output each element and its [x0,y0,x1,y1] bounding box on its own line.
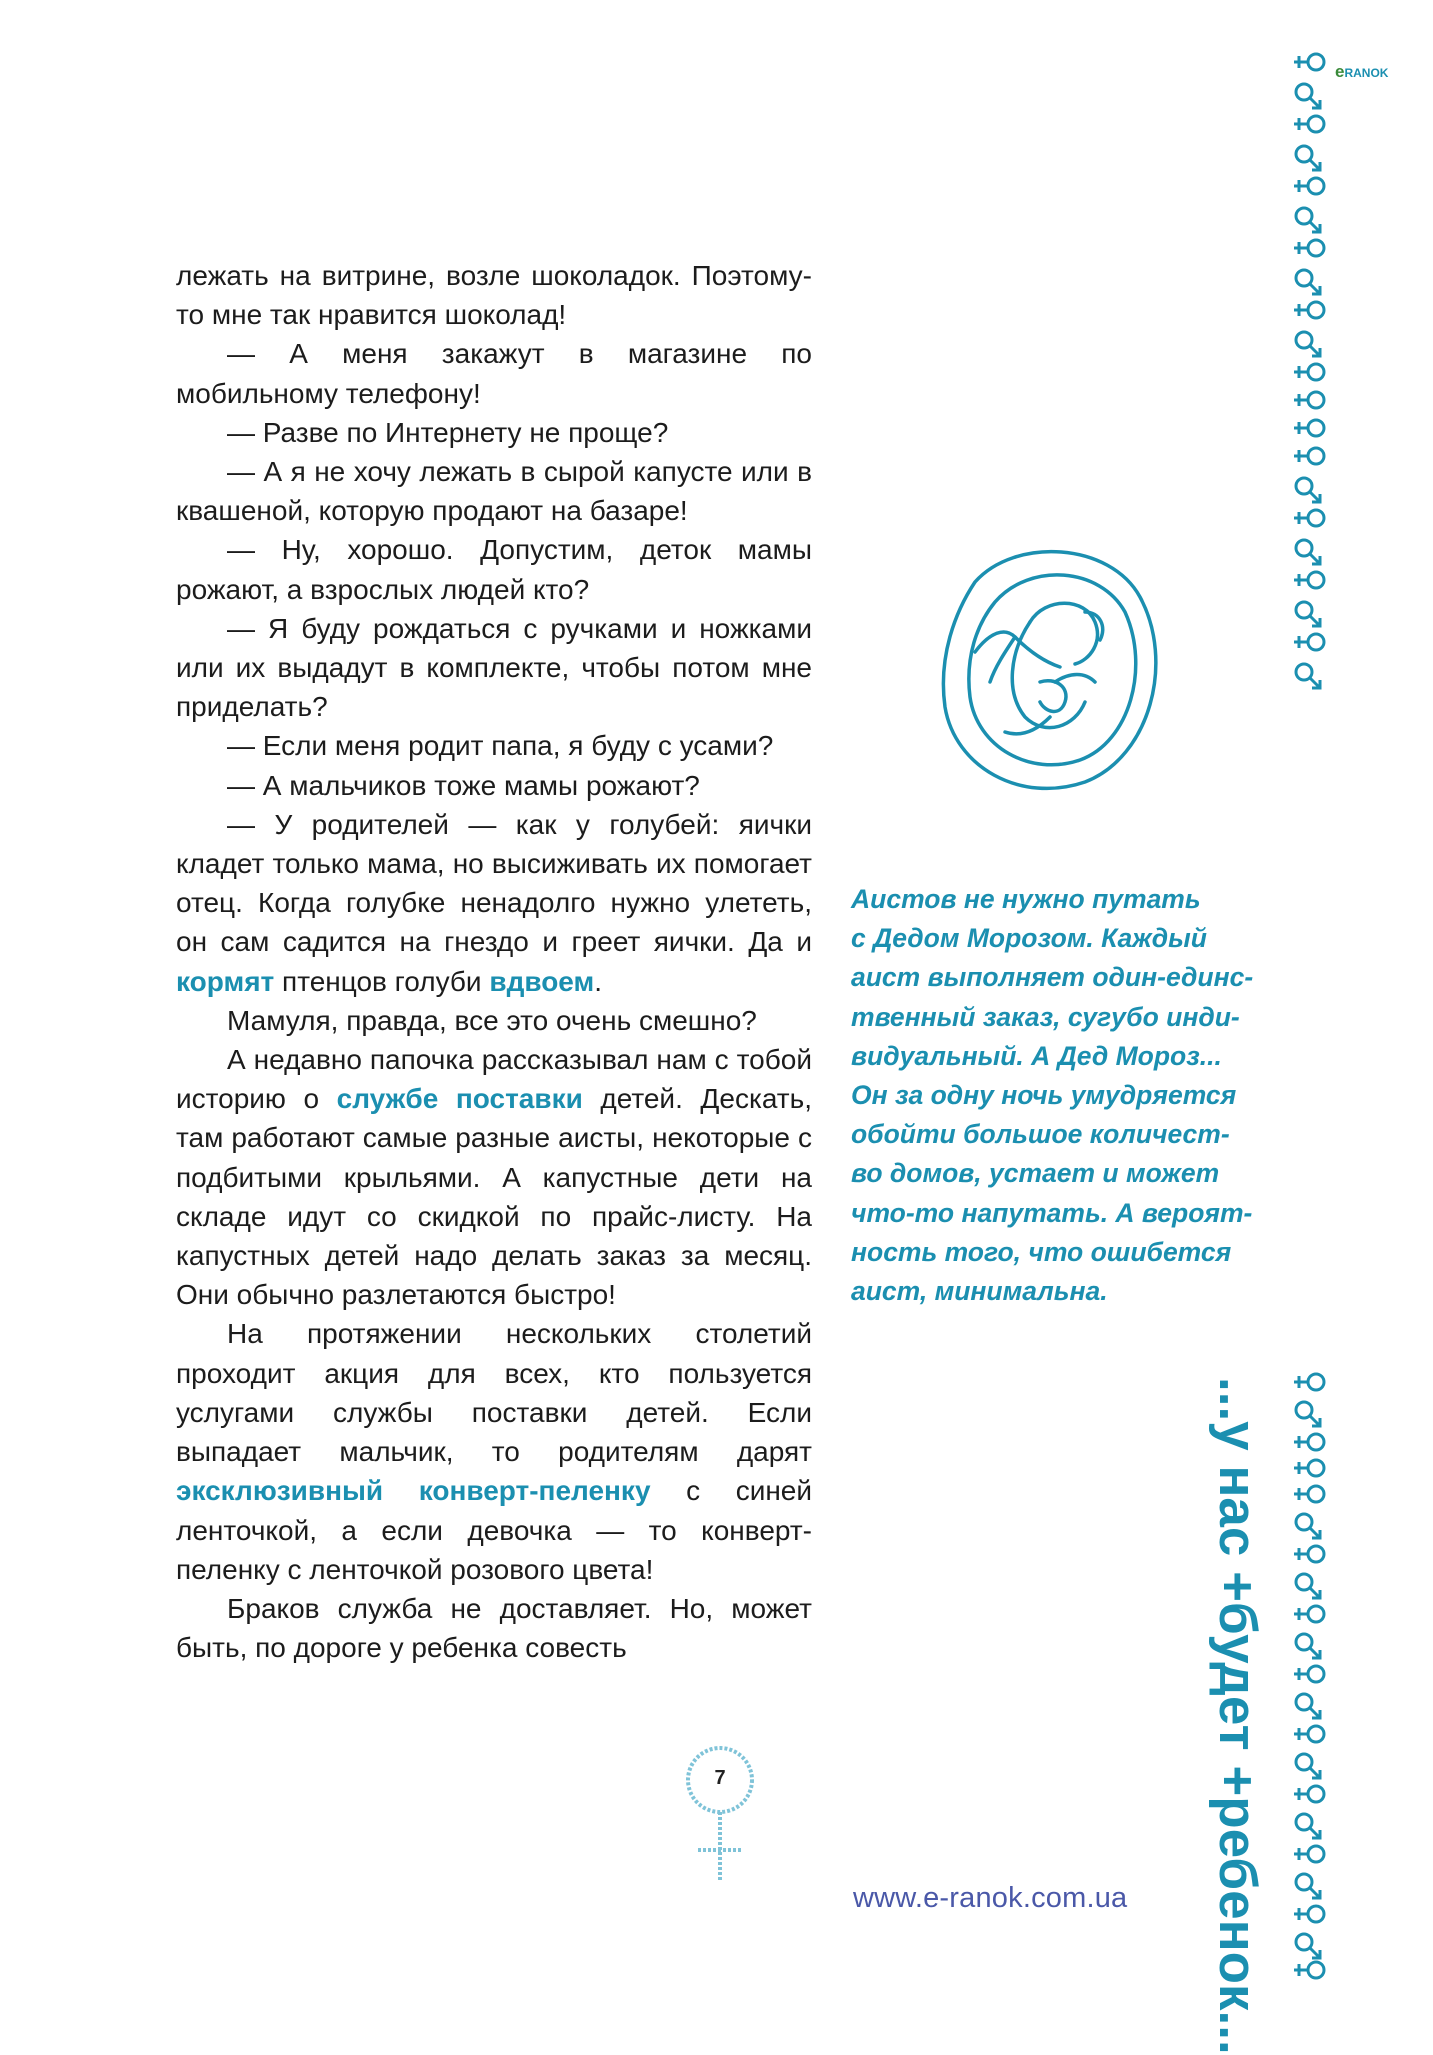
paragraph: — Разве по Интернету не проще? [227,416,669,448]
paragraph: — А я не хочу лежать в сырой капусте или в квашеной, которую продают на базаре! [176,456,812,527]
text-run: детей. Дескать, там работают самые разные аисты, некоторые с подбитыми крыльями. А капустные дети на складе идут со скидкой по прайс-листу. На капустных детей надо делать заказ за месяц. Они обычно разлетаются быстро! [176,1083,812,1311]
logo-name: RANOK [1344,66,1389,80]
sidebar-note [851,880,1254,1311]
venus-icon [668,1745,772,1885]
highlight-text: эксклюзивный конверт-пеленку [176,1475,651,1507]
gender-symbols-strip [1290,52,1350,1992]
paragraph: Мамуля, правда, все это очень смешно? [227,1004,757,1036]
highlight-text: службе поставки [336,1083,583,1115]
sidebar-note-line: с Дедом Морозом. Каждый [851,923,1207,954]
sidebar-note-line: твенный заказ, сугубо инди- [851,1001,1240,1032]
sidebar-note-line: Он за одну ночь умудряется [851,1080,1237,1111]
text-run: с синей ленточкой, а если девочка — то конверт-пеленку с ленточкой розового цвета! [176,1475,813,1585]
paragraph: Браков служба не доставляет. Но, может быть, по дороге у ребенка совесть [176,1592,812,1664]
website-url[interactable]: www.e-ranok.com.ua [853,1882,1128,1914]
page-number: 7 [714,1767,726,1789]
sidebar-note-line: обойти большое количест- [851,1119,1230,1150]
logo-mark: e [1335,62,1345,81]
paragraph: — Если меня родит папа, я буду с усами? [227,730,774,762]
paragraph: — Я буду рождаться с ручками и ножками или их выдадут в комплекте, чтобы потом мне приделать? [176,612,812,723]
sidebar-note-line: видуальный. А Дед Мороз... [851,1040,1222,1071]
sidebar-note-line: аист, минимальна. [851,1276,1108,1307]
vertical-title-part2: будет [1208,1602,1267,1766]
text-run: На протяжении нескольких столетий проходит акция для всех, кто пользуется услугами службы поставки детей. Если выпадает мальчик, то родителям дарят [176,1318,812,1468]
symbols-top [1294,54,1324,688]
vertical-title-part1: ...у нас [1208,1377,1267,1572]
paragraph: — А мальчиков тоже мамы рожают? [227,769,700,801]
paragraph [176,805,812,1001]
vertical-title-part3: ребенок... [1208,1796,1267,2055]
paragraph [176,1040,812,1314]
highlight-text: кормят [176,965,275,997]
plus-mark: + [1208,1765,1267,1797]
paragraph: — Ну, хорошо. Допустим, деток мамы рожают, а взрослых людей кто? [176,534,812,605]
sidebar-note-line: Аистов не нужно путать [851,884,1201,914]
highlight-text: вдвоем [489,965,595,997]
main-text-column [176,256,812,1667]
plus-mark: + [1208,1571,1267,1603]
sidebar-note-line: что-то напутать. А вероят- [851,1197,1253,1228]
page-number-badge [668,1745,772,1885]
sidebar-note-line: во домов, устает и может [851,1158,1220,1189]
paragraph: лежать на витрине, возле шоколадок. Поэтому-то мне так нравится шоколад! [176,260,812,331]
paragraph: — А меня закажут в магазине по мобильному телефону! [176,338,812,409]
paragraph [176,1314,812,1588]
text-run: — У родителей — как у голубей: яички кладет только мама, но высиживать их помогает отец. Когда голубке ненадолго нужно улететь, он сам садится на гнездо и греет яички. Да и [176,808,812,958]
symbols-bottom [1294,1374,1324,1978]
embryo-illustration [935,542,1175,802]
vertical-title [1207,1377,1267,2055]
sidebar-note-line: аист выполняет один-единс- [851,962,1254,993]
text-run: птенцов голуби [274,965,490,997]
text-run: . [594,965,602,997]
text-run: А недавно папочка рассказывал нам с тобой историю о [176,1044,812,1115]
sidebar-note-line: ность того, что ошибется [851,1236,1232,1267]
